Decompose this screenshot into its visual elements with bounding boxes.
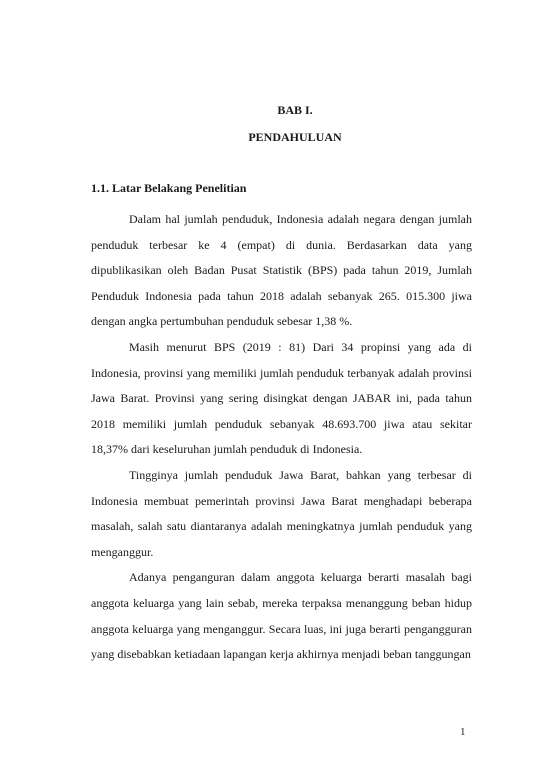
section-heading: 1.1. Latar Belakang Penelitian <box>91 181 247 195</box>
paragraph-3: Tingginya jumlah penduduk Jawa Barat, bahkan yang terbesar di Indonesia membuat pemerintah provinsi Jawa Barat menghadapi beberapa masalah, salah satu diantaranya adalah meningkatnya jumlah penduduk yang menganggur. <box>91 467 472 559</box>
body-text <box>91 207 472 668</box>
paragraph-2: Masih menurut BPS (2019 : 81) Dari 34 propinsi yang ada di Indonesia, provinsi yang memiliki jumlah penduduk terbanyak adalah provinsi Jawa Barat. Provinsi yang sering disingkat dengan JABAR ini, pada tahun 2018 memiliki jumlah penduduk sebanyak 48.693.700 jiwa atau sekitar 18,37% dari keseluruhan jumlah penduduk di Indonesia. <box>91 339 472 457</box>
chapter-title: PENDAHULUAN <box>248 130 342 144</box>
page-number: 1 <box>460 726 466 738</box>
chapter-number: BAB I. <box>277 103 313 117</box>
paragraph-4: Adanya penganguran dalam anggota keluarga berarti masalah bagi anggota keluarga yang lain sebab, mereka terpaksa menanggung beban hidup anggota keluarga yang menganggur. Secara luas, ini juga berarti pengangguran yang disebabkan ketiadaan lapangan kerja akhirnya menjadi beban tanggungan <box>91 570 472 662</box>
paragraph-1: Dalam hal jumlah penduduk, Indonesia adalah negara dengan jumlah penduduk terbesar ke 4 (empat) di dunia. Berdasarkan data yang dipublikasikan oleh Badan Pusat Statistik (BPS) pada tahun 2019, Jumlah Penduduk Indonesia pada tahun 2018 adalah sebanyak 265. 015.300 jiwa dengan angka pertumbuhan penduduk sebesar 1,38 %. <box>91 212 472 329</box>
